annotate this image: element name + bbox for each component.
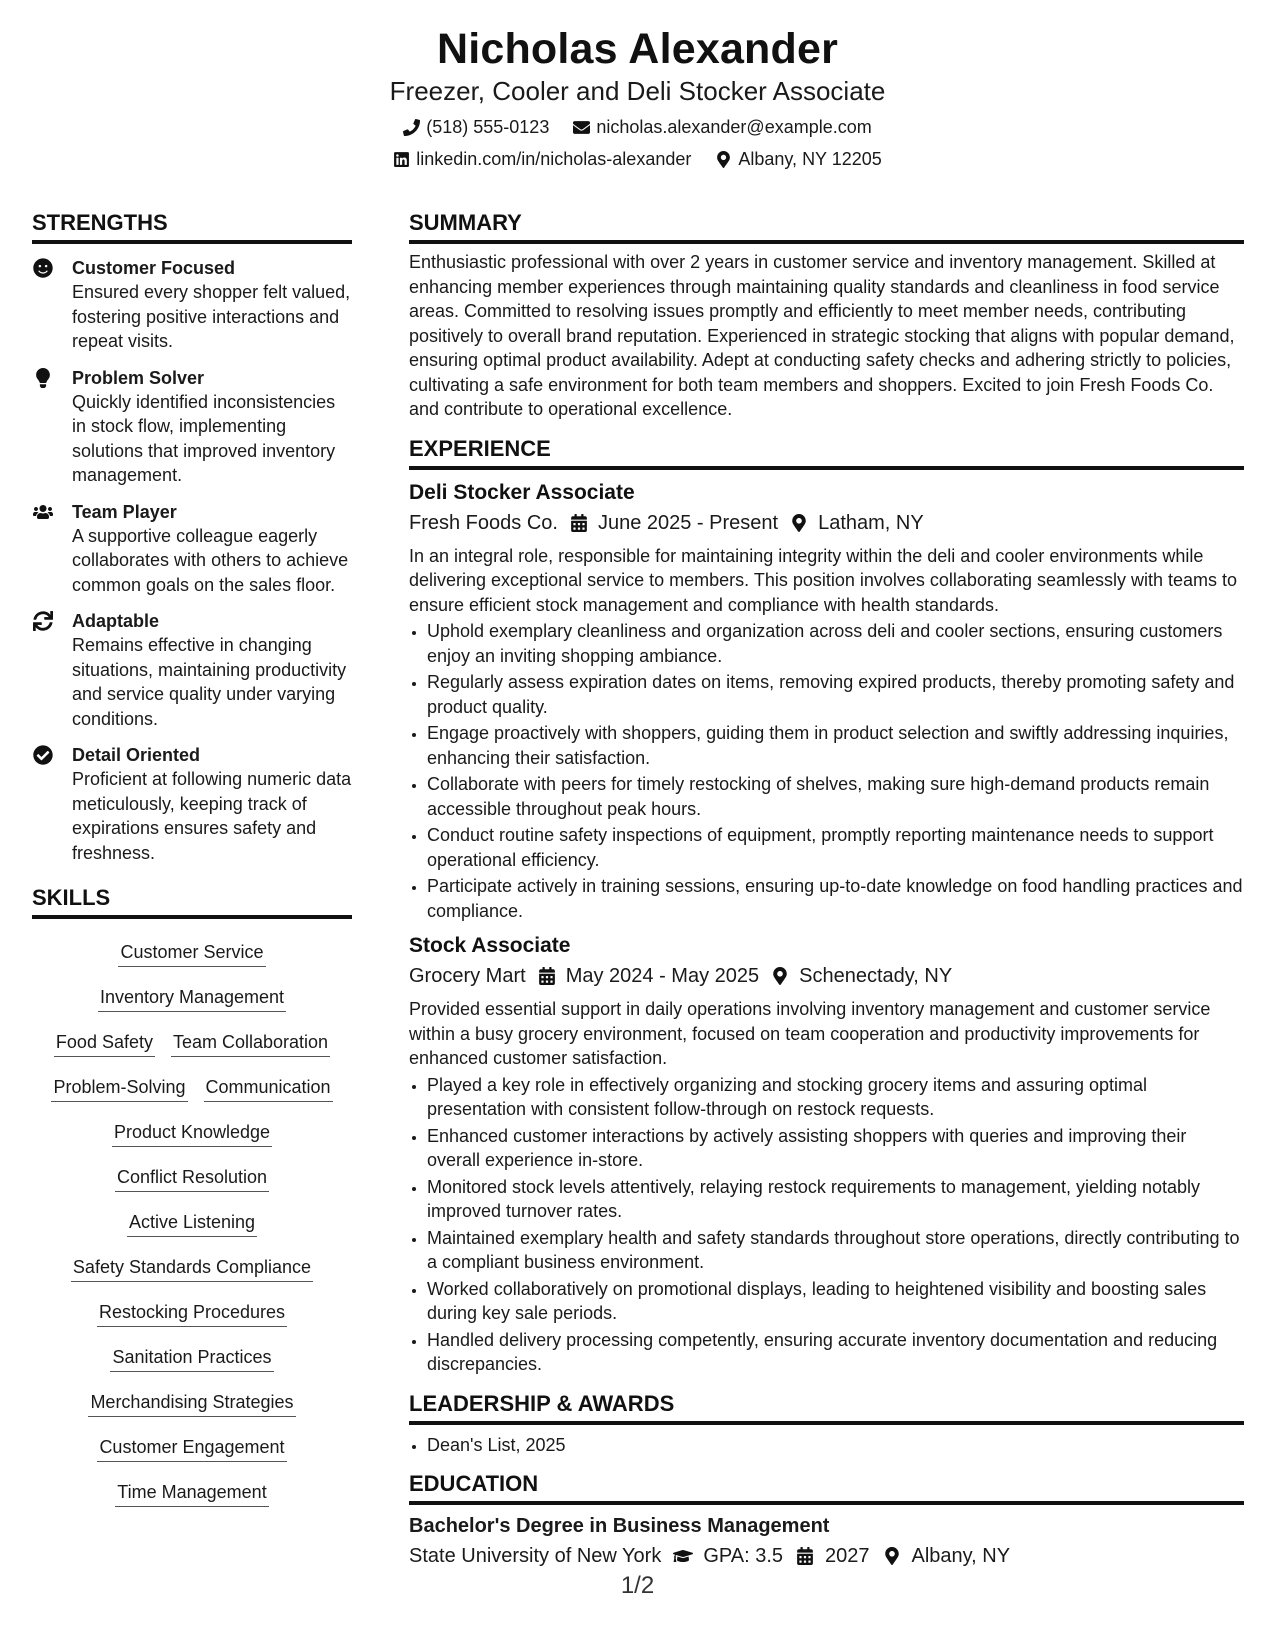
linkedin-icon (393, 151, 410, 168)
job-bullet: • Conduct routine safety inspections of equipment, promptly reporting maintenance needs to support operational efficiency. (427, 823, 1244, 872)
lightbulb-icon (33, 368, 53, 388)
skill-row (32, 1148, 352, 1193)
strength-title: Team Player (72, 501, 177, 522)
strengths-heading: STRENGTHS (32, 210, 352, 244)
job-bullet: • Handled delivery processing competently, ensuring accurate inventory documentation and reducing discrepancies. (427, 1328, 1244, 1377)
job-location-text: Latham, NY (818, 511, 924, 534)
skill-tag: Food Safety (54, 1031, 155, 1057)
job-dates-text: June 2025 - Present (597, 511, 779, 534)
phone-text: (518) 555-0123 (426, 117, 550, 137)
job-location (790, 510, 924, 536)
summary-heading: SUMMARY (409, 210, 1244, 244)
strength-item (32, 366, 352, 488)
page-number: 1/2 (620, 1572, 655, 1599)
skill-row (32, 1373, 352, 1418)
leadership-section (409, 1391, 1244, 1458)
job-meta (409, 963, 1244, 989)
skill-tag: Customer Engagement (97, 1436, 286, 1462)
job-bullets (409, 1073, 1244, 1377)
strength-desc: Ensured every shopper felt valued, fostering positive interactions and repeat visits. (72, 282, 351, 351)
school-name: State University of New York (409, 1545, 662, 1567)
strength-item (32, 256, 352, 354)
job-bullets (409, 619, 1244, 923)
sync-icon (33, 611, 53, 631)
skill-tag: Safety Standards Compliance (71, 1256, 313, 1282)
skill-row (32, 1283, 352, 1328)
calendar-icon (538, 967, 556, 985)
skill-tag: Active Listening (127, 1211, 257, 1237)
candidate-title: Freezer, Cooler and Deli Stocker Associate (389, 76, 886, 106)
skill-row (32, 1013, 352, 1058)
skill-row (32, 1463, 352, 1508)
email-contact[interactable] (573, 116, 871, 138)
map-marker-icon (882, 1547, 902, 1565)
linkedin-contact[interactable] (393, 148, 691, 170)
left-column (32, 210, 352, 1508)
job-bullet: • Uphold exemplary cleanliness and organization across deli and cooler sections, ensuring customers enjoy an inviting shopping ambiance. (427, 619, 1244, 668)
job-title: Stock Associate (409, 934, 571, 957)
skill-tag: Conflict Resolution (115, 1166, 269, 1192)
skill-tag: Restocking Procedures (97, 1301, 287, 1327)
job-bullet: • Engage proactively with shoppers, guiding them in product selection and swiftly addressing inquiries, enhancing their satisfaction. (427, 721, 1244, 770)
email-text: nicholas.alexander@example.com (596, 117, 872, 137)
skill-row (32, 1058, 352, 1103)
phone-icon (403, 119, 420, 136)
gpa (673, 1543, 783, 1569)
school-location-text: Albany, NY (911, 1545, 1011, 1567)
strength-title: Problem Solver (72, 367, 205, 388)
leadership-heading: LEADERSHIP & AWARDS (409, 1391, 1244, 1425)
degree-title: Bachelor's Degree in Business Management (409, 1515, 830, 1537)
check-circle-icon (33, 745, 53, 765)
award-item: • Dean's List, 2025 (427, 1433, 1244, 1458)
strength-desc: Remains effective in changing situations, maintaining productivity and service quality under varying conditions. (72, 635, 347, 729)
strength-desc: A supportive colleague eagerly collaborates with others to achieve common goals on the sales floor. (72, 525, 349, 595)
location-text: Albany, NY 12205 (738, 149, 882, 169)
job-bullet: • Monitored stock levels attentively, relaying restock requirements to management, yielding notably improved turnover rates. (427, 1175, 1244, 1224)
map-marker-icon (715, 151, 732, 168)
job-dates-text: May 2024 - May 2025 (565, 965, 760, 987)
skill-tag: Product Knowledge (112, 1121, 272, 1147)
summary-text: Enthusiastic professional with over 2 years in customer service and inventory management. Skilled at enhancing member experiences through maintaining quality standards and cleanliness in food service areas. Committed to resolving issues promptly and efficiently to meet member needs, contributing positively to overall brand reputation. Experienced in strategic stocking that aligns with popular demand, ensuring optimal product availability. Adept at conducting safety checks and adhering strictly to policies, cultivating a safe environment for both team members and shoppers. Excited to join Fresh Foods Co. and contribute to operational excellence. (409, 252, 1235, 419)
map-marker-icon (771, 967, 789, 985)
job-location-text: Schenectady, NY (799, 965, 953, 987)
job-description: In an integral role, responsible for maintaining integrity within the deli and cooler environments while delivering exceptional service to members. This position involves collaborating seamlessly with teams to ensure efficient stock management and compliance with health standards. (409, 545, 1238, 615)
award-list (409, 1433, 1244, 1458)
graduation-year-text: 2027 (825, 1545, 870, 1567)
calendar-icon (570, 514, 588, 532)
skill-row (32, 1418, 352, 1463)
skill-tag: Merchandising Strategies (88, 1391, 295, 1417)
job-bullet: • Enhanced customer interactions by actively assisting shoppers with queries and improving their overall experience in-store. (427, 1124, 1244, 1173)
job-bullet: • Worked collaboratively on promotional displays, leading to heightened visibility and boosting sales during key sale periods. (427, 1277, 1244, 1326)
education-meta (409, 1543, 1244, 1569)
job-meta (409, 510, 1244, 536)
skill-tag: Team Collaboration (171, 1031, 330, 1057)
strength-title: Adaptable (72, 611, 160, 631)
school-location (882, 1543, 1011, 1569)
strength-desc: Quickly identified inconsistencies in stock flow, implementing solutions that improved inventory management. (72, 391, 336, 485)
experience-section (409, 436, 1244, 1377)
job-bullet: • Played a key role in effectively organizing and stocking grocery items and assuring optimal presentation with consistent follow-through on restock requests. (427, 1073, 1244, 1122)
job-bullet: • Participate actively in training sessions, ensuring up-to-date knowledge on food handling practices and compliance. (427, 874, 1244, 923)
education-heading: EDUCATION (409, 1471, 1244, 1505)
job-company: Grocery Mart (409, 965, 526, 987)
job-bullet: • Regularly assess expiration dates on items, removing expired products, thereby promoting safety and product quality. (427, 670, 1244, 719)
strength-desc: Proficient at following numeric data meticulously, keeping track of expirations ensures safety and freshness. (72, 769, 352, 863)
job-company: Fresh Foods Co. (409, 511, 558, 534)
skill-tag: Communication (204, 1076, 333, 1102)
skill-row (32, 1328, 352, 1373)
users-icon (33, 502, 53, 522)
contact-row-1 (0, 116, 1275, 138)
job-location (771, 963, 952, 989)
job-bullet: • Maintained exemplary health and safety standards throughout store operations, directly contributing to a compliant business environment. (427, 1226, 1244, 1275)
envelope-icon (573, 119, 590, 136)
graduation-cap-icon (673, 1547, 693, 1565)
linkedin-text: linkedin.com/in/nicholas-alexander (416, 149, 692, 169)
job-bullet: • Collaborate with peers for timely restocking of shelves, making sure high-demand products remain accessible throughout peak hours. (427, 772, 1244, 821)
strength-title: Customer Focused (72, 258, 236, 278)
resume-header (0, 22, 1275, 170)
skills-heading: SKILLS (32, 885, 352, 919)
skill-row (32, 968, 352, 1013)
skill-tag: Inventory Management (98, 986, 286, 1012)
job-dates (570, 510, 778, 536)
experience-heading: EXPERIENCE (409, 436, 1244, 470)
strength-item (32, 609, 352, 731)
job-entry (409, 933, 1244, 1377)
location-contact (715, 148, 881, 170)
job-entry (409, 480, 1244, 924)
strength-title: Detail Oriented (72, 745, 201, 765)
gpa-text: GPA: 3.5 (703, 1545, 784, 1567)
strength-item (32, 743, 352, 865)
right-column (409, 210, 1244, 1569)
strength-item (32, 500, 352, 598)
skill-row (32, 1238, 352, 1283)
education-section (409, 1471, 1244, 1569)
skill-tag: Problem-Solving (51, 1076, 187, 1102)
job-dates (538, 963, 759, 989)
skill-row (32, 1193, 352, 1238)
candidate-name: Nicholas Alexander (436, 25, 839, 73)
phone-contact[interactable] (403, 116, 549, 138)
contact-row-2 (0, 148, 1275, 170)
skill-row (32, 923, 352, 968)
map-marker-icon (790, 514, 808, 532)
job-title: Deli Stocker Associate (409, 480, 635, 504)
skill-tag: Customer Service (118, 941, 265, 967)
skills-list (32, 923, 352, 1508)
calendar-icon (795, 1547, 815, 1565)
skill-row (32, 1103, 352, 1148)
graduation-year (795, 1543, 870, 1569)
skill-tag: Sanitation Practices (110, 1346, 273, 1372)
job-description: Provided essential support in daily operations involving inventory management and customer service within a busy grocery environment, focused on team cooperation and productivity improvements for enhanced customer satisfaction. (409, 999, 1211, 1068)
skill-tag: Time Management (115, 1481, 268, 1507)
smile-icon (33, 258, 53, 278)
